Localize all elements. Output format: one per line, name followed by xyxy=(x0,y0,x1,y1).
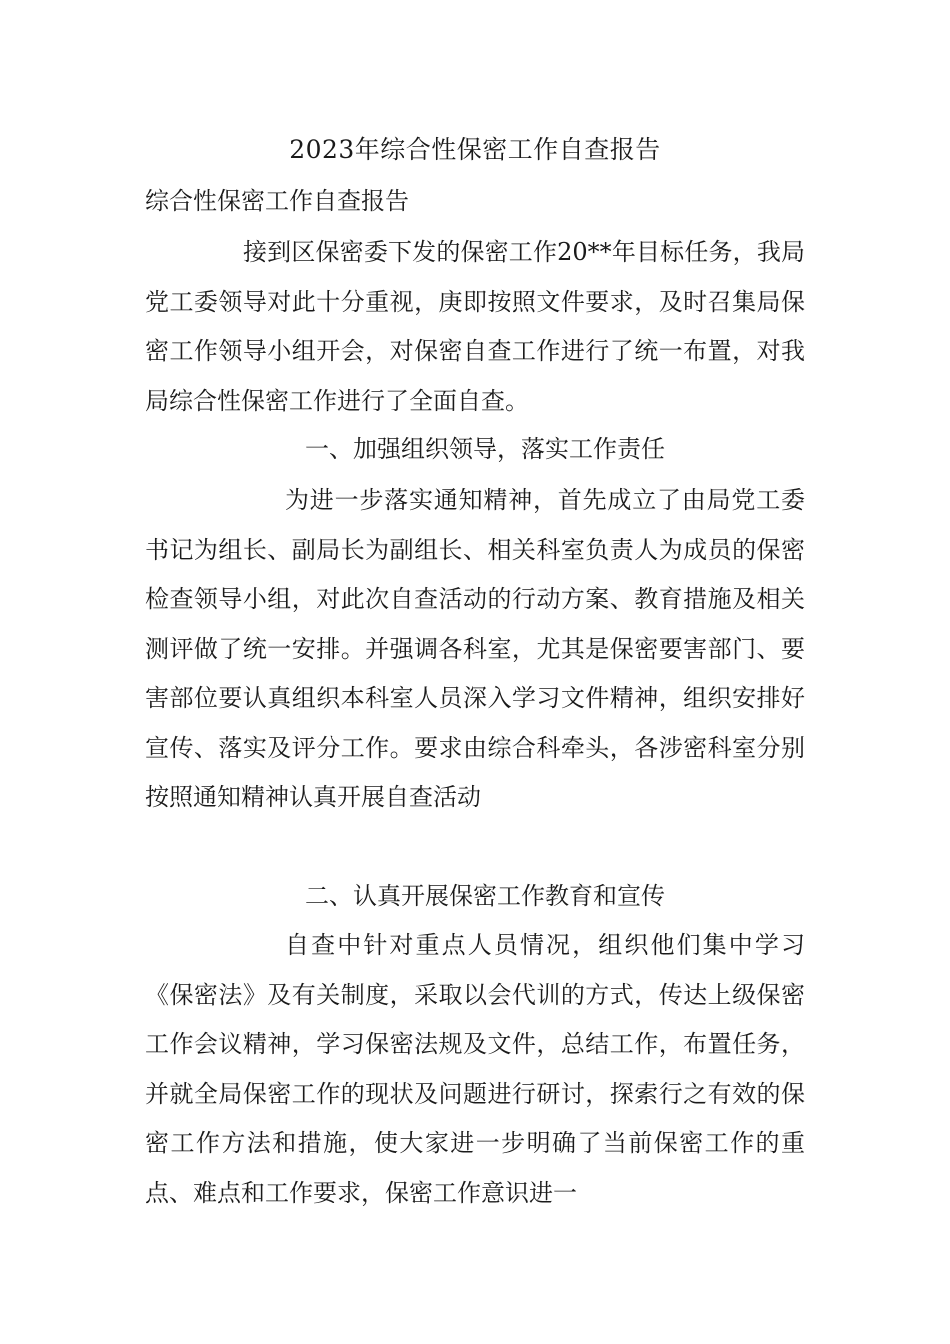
document-subtitle: 综合性保密工作自查报告 xyxy=(145,187,409,215)
section-1-paragraph: 为进一步落实通知精神，首先成立了由局党工委书记为组长、副局长为副组长、相关科室负责人为成员的保密检查领导小组，对此次自查活动的行动方案、教育措施及相关测评做了统一安排。并强调各科室，尤其是保密要害部门、要害部位要认真组织本科室人员深入学习文件精神，组织安排好宣传、落实及评分工作。要求由综合科牵头，各涉密科室分别按照通知精神认真开展自查活动 xyxy=(145,486,805,811)
section-2-paragraph: 自查中针对重点人员情况，组织他们集中学习《保密法》及有关制度，采取以会代训的方式，传达上级保密工作会议精神，学习保密法规及文件，总结工作，布置任务，并就全局保密工作的现状及问题进行研讨，探索行之有效的保密工作方法和措施，使大家进一步明确了当前保密工作的重点、难点和工作要求，保密工作意识进一 xyxy=(145,931,805,1207)
document-title: 2023年综合性保密工作自查报告 xyxy=(289,135,661,164)
intro-paragraph: 接到区保密委下发的保密工作20**年目标任务，我局党工委领导对此十分重视，庚即按照文件要求，及时召集局保密工作领导小组开会，对保密自查工作进行了统一布置，对我局综合性保密工作进行了全面自查。 xyxy=(145,238,805,415)
section-heading-2: 二、认真开展保密工作教育和宣传 xyxy=(305,882,665,910)
section-heading-1: 一、加强组织领导，落实工作责任 xyxy=(305,435,665,463)
